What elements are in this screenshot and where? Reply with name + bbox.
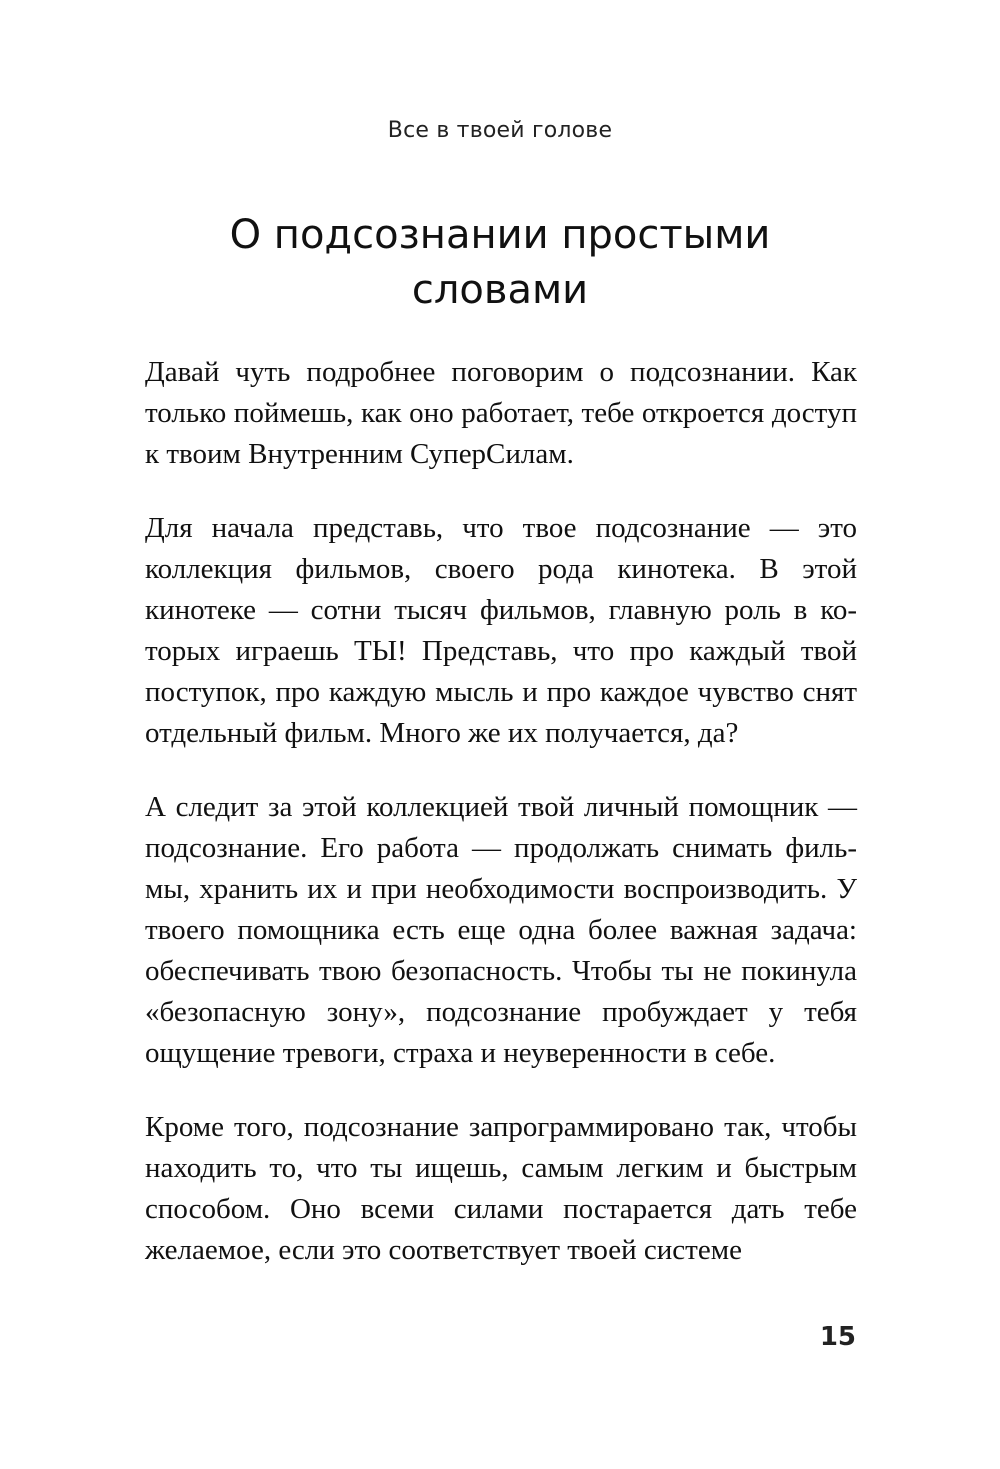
chapter-title [120, 208, 880, 318]
page-number: 15 [819, 1322, 856, 1352]
paragraph-1: Давай чуть подробнее поговорим о подсознании. Как только поймешь, как оно работает, тебе откроется доступ к твоим Внутренним СуперСилам. [145, 356, 857, 470]
chapter-title-line-1: О подсознании простыми [229, 212, 771, 258]
running-header: Все в твоей голове [387, 118, 613, 143]
paragraph-3: А следит за этой коллекцией твой личный помощник — подсознание. Его работа — продолжать снимать фильмы, хранить их и при необходимости воспроизводить. У твоего помощника есть еще одна более важная задача: обеспечивать твою безопасность. Чтобы ты не покинула «безопасную зону», подсознание пробуждает у тебя ощущение тревоги, страха и неуверенности в себе. [145, 791, 857, 1069]
paragraph-4: Кроме того, подсознание запрограммировано так, чтобы находить то, что ты ищешь, самым легким и быстрым способом. Оно всеми силами постарается дать тебе желаемое, если это соответствует твоей системе [145, 1111, 857, 1266]
chapter-title-line-2: словами [411, 267, 589, 313]
paragraph-2: Для начала представь, что твое подсознание — это коллекция фильмов, своего рода кинотека. В этой кинотеке — сотни тысяч фильмов, главную роль в которых играешь ТЫ! Представь, что про каждый твой поступок, про каждую мысль и про каждое чувство снят отдельный фильм. Много же их получается, да? [145, 512, 857, 749]
body-text [145, 352, 857, 1304]
